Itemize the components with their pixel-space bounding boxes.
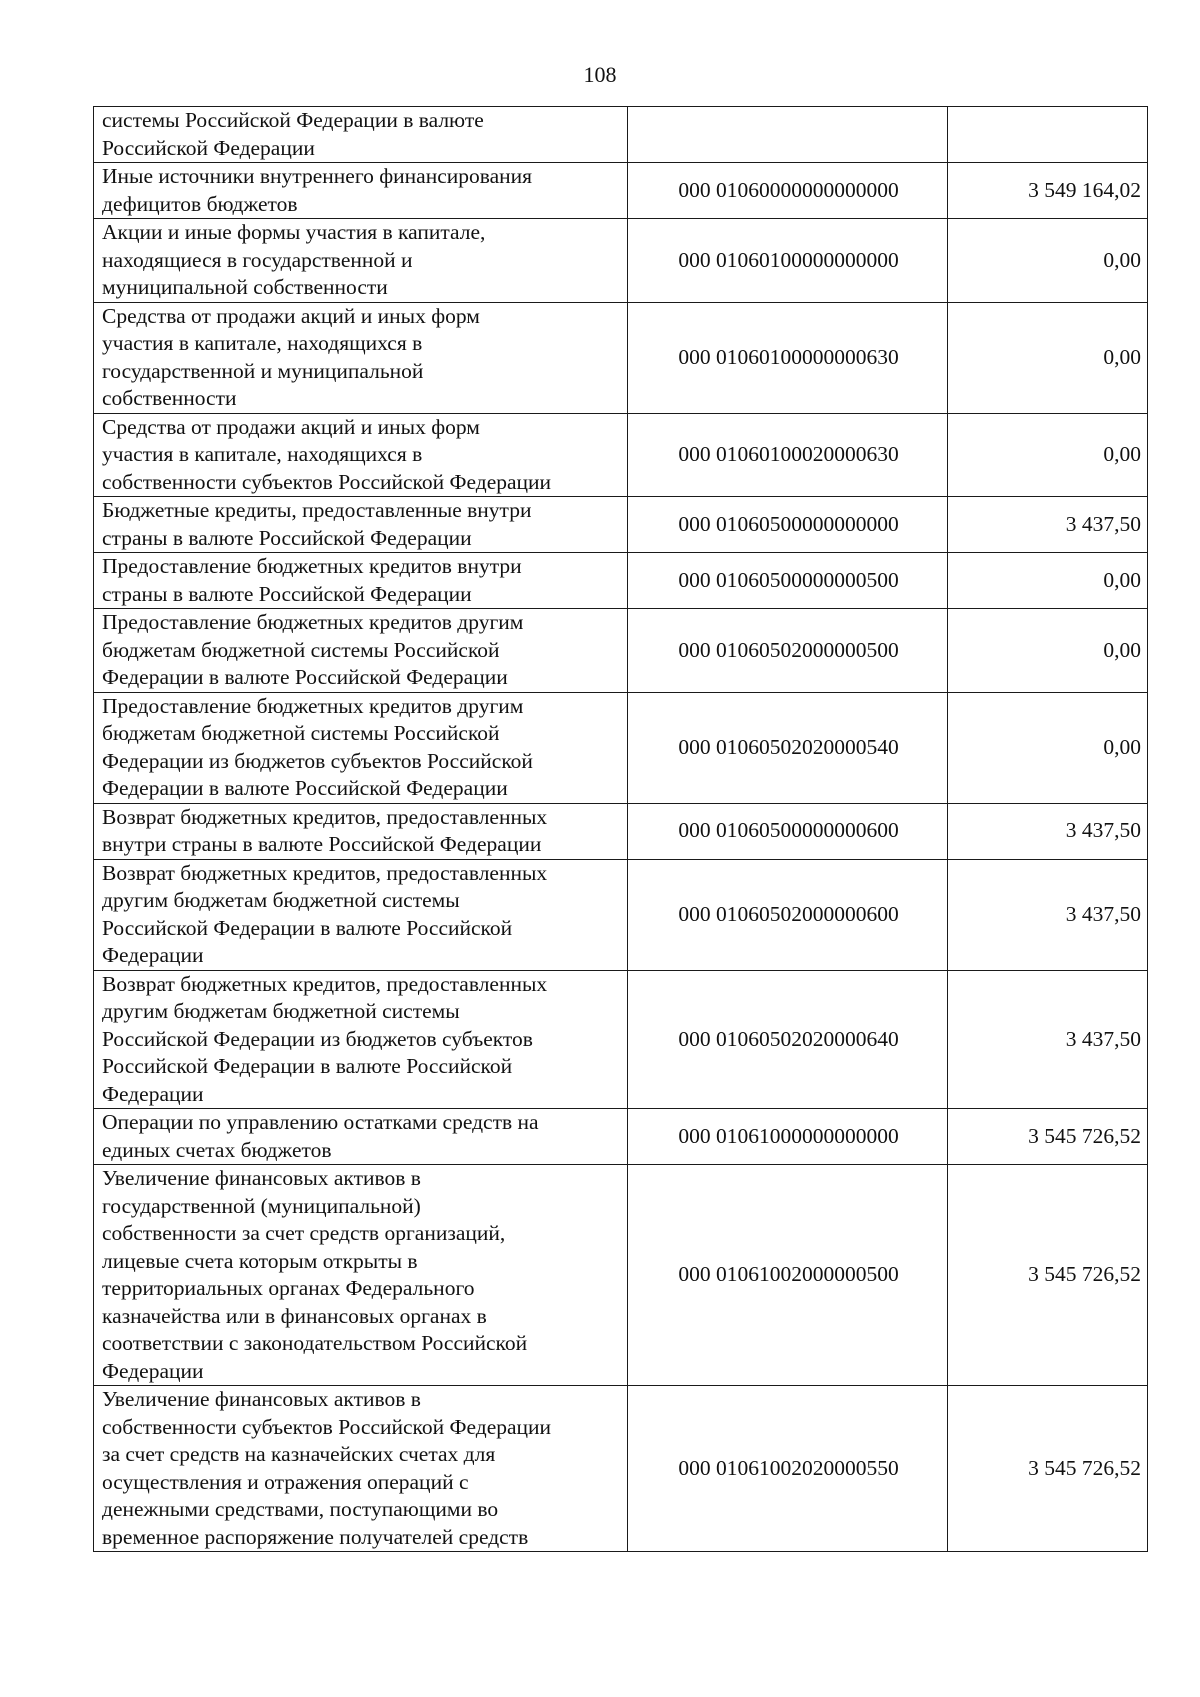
row-amount-cell: 0,00 xyxy=(948,302,1148,413)
table-row xyxy=(94,609,1148,693)
budget-sources-table xyxy=(93,106,1148,1552)
table-row xyxy=(94,970,1148,1109)
row-code-cell: 000 01061002000000500 xyxy=(628,1165,948,1386)
row-amount-cell: 3 545 726,52 xyxy=(948,1386,1148,1552)
page-number: 108 xyxy=(583,62,617,87)
row-amount-cell: 0,00 xyxy=(948,553,1148,609)
row-code-cell xyxy=(628,107,948,163)
row-amount-cell: 0,00 xyxy=(948,219,1148,303)
row-amount-cell: 3 549 164,02 xyxy=(948,163,1148,219)
row-amount-cell: 3 437,50 xyxy=(948,803,1148,859)
row-name-cell: Возврат бюджетных кредитов, предоставленных другим бюджетам бюджетной системы Российской Федерации в валюте Российской Федерации xyxy=(94,859,628,970)
row-amount-cell: 3 545 726,52 xyxy=(948,1165,1148,1386)
row-amount-cell xyxy=(948,107,1148,163)
row-code-cell: 000 01060100000000000 xyxy=(628,219,948,303)
table-row xyxy=(94,1386,1148,1552)
table-row xyxy=(94,859,1148,970)
table-row xyxy=(94,692,1148,803)
row-code-cell: 000 01061000000000000 xyxy=(628,1109,948,1165)
row-name-cell: Бюджетные кредиты, предоставленные внутри страны в валюте Российской Федерации xyxy=(94,497,628,553)
row-name-cell: Предоставление бюджетных кредитов другим бюджетам бюджетной системы Российской Федерации из бюджетов субъектов Российской Федерации в валюте Российской Федерации xyxy=(94,692,628,803)
row-amount-cell: 3 437,50 xyxy=(948,497,1148,553)
row-name-cell: Возврат бюджетных кредитов, предоставленных другим бюджетам бюджетной системы Российской Федерации из бюджетов субъектов Российской Федерации в валюте Российской Федерации xyxy=(94,970,628,1109)
row-code-cell: 000 01060502020000640 xyxy=(628,970,948,1109)
row-name-cell: Увеличение финансовых активов в государственной (муниципальной) собственности за счет средств организаций, лицевые счета которым открыты в территориальных органах Федерального казначейства или в финансовых органах в соответствии с законодательством Российской Федерации xyxy=(94,1165,628,1386)
table-row xyxy=(94,413,1148,497)
table-row xyxy=(94,1165,1148,1386)
table-row xyxy=(94,553,1148,609)
row-name-cell: Возврат бюджетных кредитов, предоставленных внутри страны в валюте Российской Федерации xyxy=(94,803,628,859)
row-code-cell: 000 01060500000000600 xyxy=(628,803,948,859)
table-row xyxy=(94,302,1148,413)
table-row xyxy=(94,107,1148,163)
row-name-cell: Операции по управлению остатками средств на единых счетах бюджетов xyxy=(94,1109,628,1165)
row-name-cell: Иные источники внутреннего финансирования дефицитов бюджетов xyxy=(94,163,628,219)
row-code-cell: 000 01060502000000500 xyxy=(628,609,948,693)
row-name-cell: Средства от продажи акций и иных форм участия в капитале, находящихся в собственности субъектов Российской Федерации xyxy=(94,413,628,497)
row-code-cell: 000 01060100000000630 xyxy=(628,302,948,413)
row-code-cell: 000 01060502020000540 xyxy=(628,692,948,803)
row-amount-cell: 0,00 xyxy=(948,413,1148,497)
row-amount-cell: 3 545 726,52 xyxy=(948,1109,1148,1165)
row-code-cell: 000 01060100020000630 xyxy=(628,413,948,497)
table-row xyxy=(94,219,1148,303)
row-code-cell: 000 01060500000000000 xyxy=(628,497,948,553)
row-name-cell: Акции и иные формы участия в капитале, находящиеся в государственной и муниципальной собственности xyxy=(94,219,628,303)
row-name-cell: Предоставление бюджетных кредитов внутри страны в валюте Российской Федерации xyxy=(94,553,628,609)
row-amount-cell: 0,00 xyxy=(948,692,1148,803)
row-amount-cell: 0,00 xyxy=(948,609,1148,693)
row-code-cell: 000 01060500000000500 xyxy=(628,553,948,609)
table-row xyxy=(94,163,1148,219)
row-code-cell: 000 01060502000000600 xyxy=(628,859,948,970)
row-amount-cell: 3 437,50 xyxy=(948,859,1148,970)
table-row xyxy=(94,1109,1148,1165)
row-name-cell: системы Российской Федерации в валюте Российской Федерации xyxy=(94,107,628,163)
row-name-cell: Предоставление бюджетных кредитов другим бюджетам бюджетной системы Российской Федерации в валюте Российской Федерации xyxy=(94,609,628,693)
row-amount-cell: 3 437,50 xyxy=(948,970,1148,1109)
row-code-cell: 000 01060000000000000 xyxy=(628,163,948,219)
table-row xyxy=(94,803,1148,859)
table-row xyxy=(94,497,1148,553)
row-name-cell: Увеличение финансовых активов в собственности субъектов Российской Федерации за счет средств на казначейских счетах для осуществления и отражения операций с денежными средствами, поступающими во временное распоряжение получателей средств xyxy=(94,1386,628,1552)
row-name-cell: Средства от продажи акций и иных форм участия в капитале, находящихся в государственной и муниципальной собственности xyxy=(94,302,628,413)
row-code-cell: 000 01061002020000550 xyxy=(628,1386,948,1552)
